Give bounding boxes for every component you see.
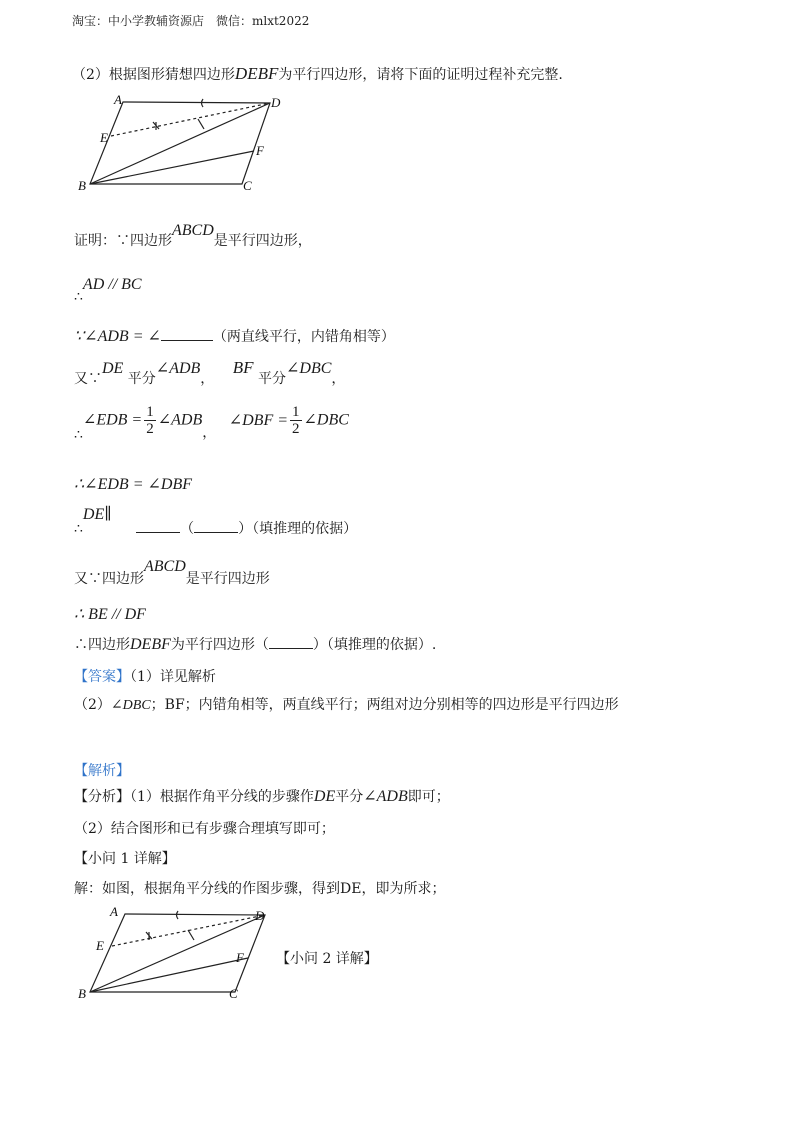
- arc-mark-bd: [188, 930, 194, 940]
- proof-text: ∴四边形: [74, 637, 130, 653]
- proof-text: （: [180, 521, 195, 537]
- proof-text: ，: [200, 371, 215, 387]
- label-c: C: [229, 986, 238, 1001]
- analysis-fenxi: [74, 786, 450, 806]
- answer-blank[interactable]: [194, 520, 238, 533]
- fraction-numerator: 1: [146, 404, 154, 420]
- proof-line-5: [74, 404, 349, 443]
- proof-text: 平分: [257, 371, 286, 387]
- proof-text: 平分: [127, 371, 156, 387]
- proof-math: ∠DBC: [303, 411, 349, 429]
- label-d: D: [255, 908, 265, 923]
- proof-line-10: [74, 634, 436, 654]
- q1-title: 【小问 1 详解】: [74, 851, 176, 867]
- label-a: A: [114, 92, 122, 107]
- proof-math: ∠DBF =: [228, 411, 289, 429]
- proof-math: ∴∠EDB = ∠DBF: [74, 476, 192, 493]
- proof-text: ，: [331, 371, 346, 387]
- proof-line-8: [74, 556, 270, 587]
- proof-math: ∠ADB: [155, 360, 201, 377]
- intro-math: DEBF: [234, 64, 279, 83]
- answer-math: ∠DBC: [110, 698, 151, 713]
- analysis-math: DE: [313, 788, 336, 805]
- parallelogram-figure-1: [70, 90, 300, 200]
- proof-text: 是平行四边形，: [213, 233, 312, 249]
- proof-math: DE: [102, 360, 124, 377]
- segment-bd: [90, 103, 270, 184]
- label-f: F: [256, 143, 264, 158]
- proof-line-3: [74, 326, 395, 346]
- part2-intro: [72, 64, 563, 84]
- proof-text: ，: [202, 424, 217, 441]
- proof-math: AD // BC: [82, 276, 142, 293]
- label-e: E: [100, 130, 108, 145]
- fraction-numerator: 1: [292, 404, 300, 420]
- segment-bf: [90, 958, 248, 992]
- proof-text: 又∵: [74, 371, 102, 387]
- answer-line-1: [74, 666, 216, 686]
- therefore-symbol: ∴: [74, 521, 83, 537]
- q2-title: 【小问 2 详解】: [276, 951, 378, 967]
- fraction-half: [144, 404, 156, 437]
- fraction-denominator: 2: [292, 421, 300, 437]
- answer-blank[interactable]: [269, 636, 313, 649]
- label-d: D: [271, 95, 281, 110]
- analysis-text: 即可；: [407, 789, 450, 805]
- arc-mark-bd: [198, 119, 204, 129]
- label-c: C: [243, 178, 252, 193]
- arc-mark-ad: [177, 911, 179, 919]
- analysis-math: ∠ADB: [363, 788, 408, 805]
- label-b: B: [78, 178, 86, 193]
- fraction-denominator: 2: [146, 421, 154, 437]
- proof-math: ABCD: [144, 558, 186, 575]
- answer-blank[interactable]: [136, 520, 180, 533]
- proof-line-2: [74, 276, 142, 305]
- proof-line-6: [74, 474, 192, 494]
- proof-math: ∵∠ADB = ∠: [74, 328, 161, 345]
- segment-bf: [90, 151, 254, 184]
- proof-line-9: [74, 604, 146, 624]
- intro-prefix: （2）根据图形猜想四边形: [72, 67, 235, 83]
- answer-text: （2）: [74, 697, 111, 713]
- proof-text: 又∵四边形: [74, 571, 144, 587]
- analysis-text: 平分: [335, 789, 364, 805]
- proof-math: BF: [232, 358, 254, 377]
- proof-line-4: [74, 358, 346, 387]
- answer-text: （1）详见解析: [130, 669, 216, 685]
- proof-line-7: [74, 504, 358, 537]
- label-e: E: [96, 938, 104, 953]
- parallelogram-figure-2: [70, 902, 300, 1012]
- proof-text: ）（填推理的依据）: [238, 521, 358, 537]
- answer-line-2: [74, 694, 619, 714]
- proof-math: ∠ADB: [157, 411, 203, 429]
- proof-math: ABCD: [172, 222, 214, 239]
- proof-text: 是平行四边形: [185, 571, 270, 587]
- intro-suffix: 为平行四边形，请将下面的证明过程补充完整.: [278, 67, 563, 83]
- answer-blank[interactable]: [161, 328, 213, 341]
- arc-intersection-mark: [146, 932, 152, 940]
- q1-text: 解：如图，根据角平分线的作图步骤，得到DE，即为所求；: [74, 881, 446, 897]
- proof-text: ）（填推理的依据）.: [312, 637, 437, 653]
- proof-text: 证明：∵四边形: [74, 233, 172, 249]
- label-f: F: [236, 950, 244, 965]
- proof-math: DE∥: [82, 506, 112, 523]
- fraction-half: [290, 404, 302, 437]
- proof-line-1: [74, 222, 312, 250]
- label-a: A: [110, 904, 118, 919]
- label-b: B: [78, 986, 86, 1001]
- therefore-symbol: ∴: [74, 426, 83, 443]
- answer-text: ；BF；内错角相等，两直线平行；两组对边分别相等的四边形是平行四边形: [150, 697, 619, 713]
- therefore-symbol: ∴: [74, 289, 83, 305]
- proof-text: （两直线平行，内错角相等）: [212, 329, 395, 345]
- segment-de-dashed: [111, 103, 270, 136]
- page-header: 淘宝：中小学教辅资源店 微信：mlxt2022: [72, 14, 310, 28]
- proof-math: ∴ BE // DF: [74, 606, 146, 623]
- proof-math: ∠DBC: [285, 360, 332, 377]
- proof-math: DEBF: [130, 636, 171, 653]
- answer-tag: 【答案】: [74, 669, 130, 685]
- proof-math: ∠EDB =: [82, 411, 143, 429]
- proof-text: 为平行四边形（: [170, 637, 269, 653]
- analysis-text: 【分析】（1）根据作角平分线的步骤作: [74, 789, 314, 805]
- analysis-line-2: （2）结合图形和已有步骤合理填写即可；: [74, 821, 335, 837]
- analysis-tag: 【解析】: [74, 763, 130, 779]
